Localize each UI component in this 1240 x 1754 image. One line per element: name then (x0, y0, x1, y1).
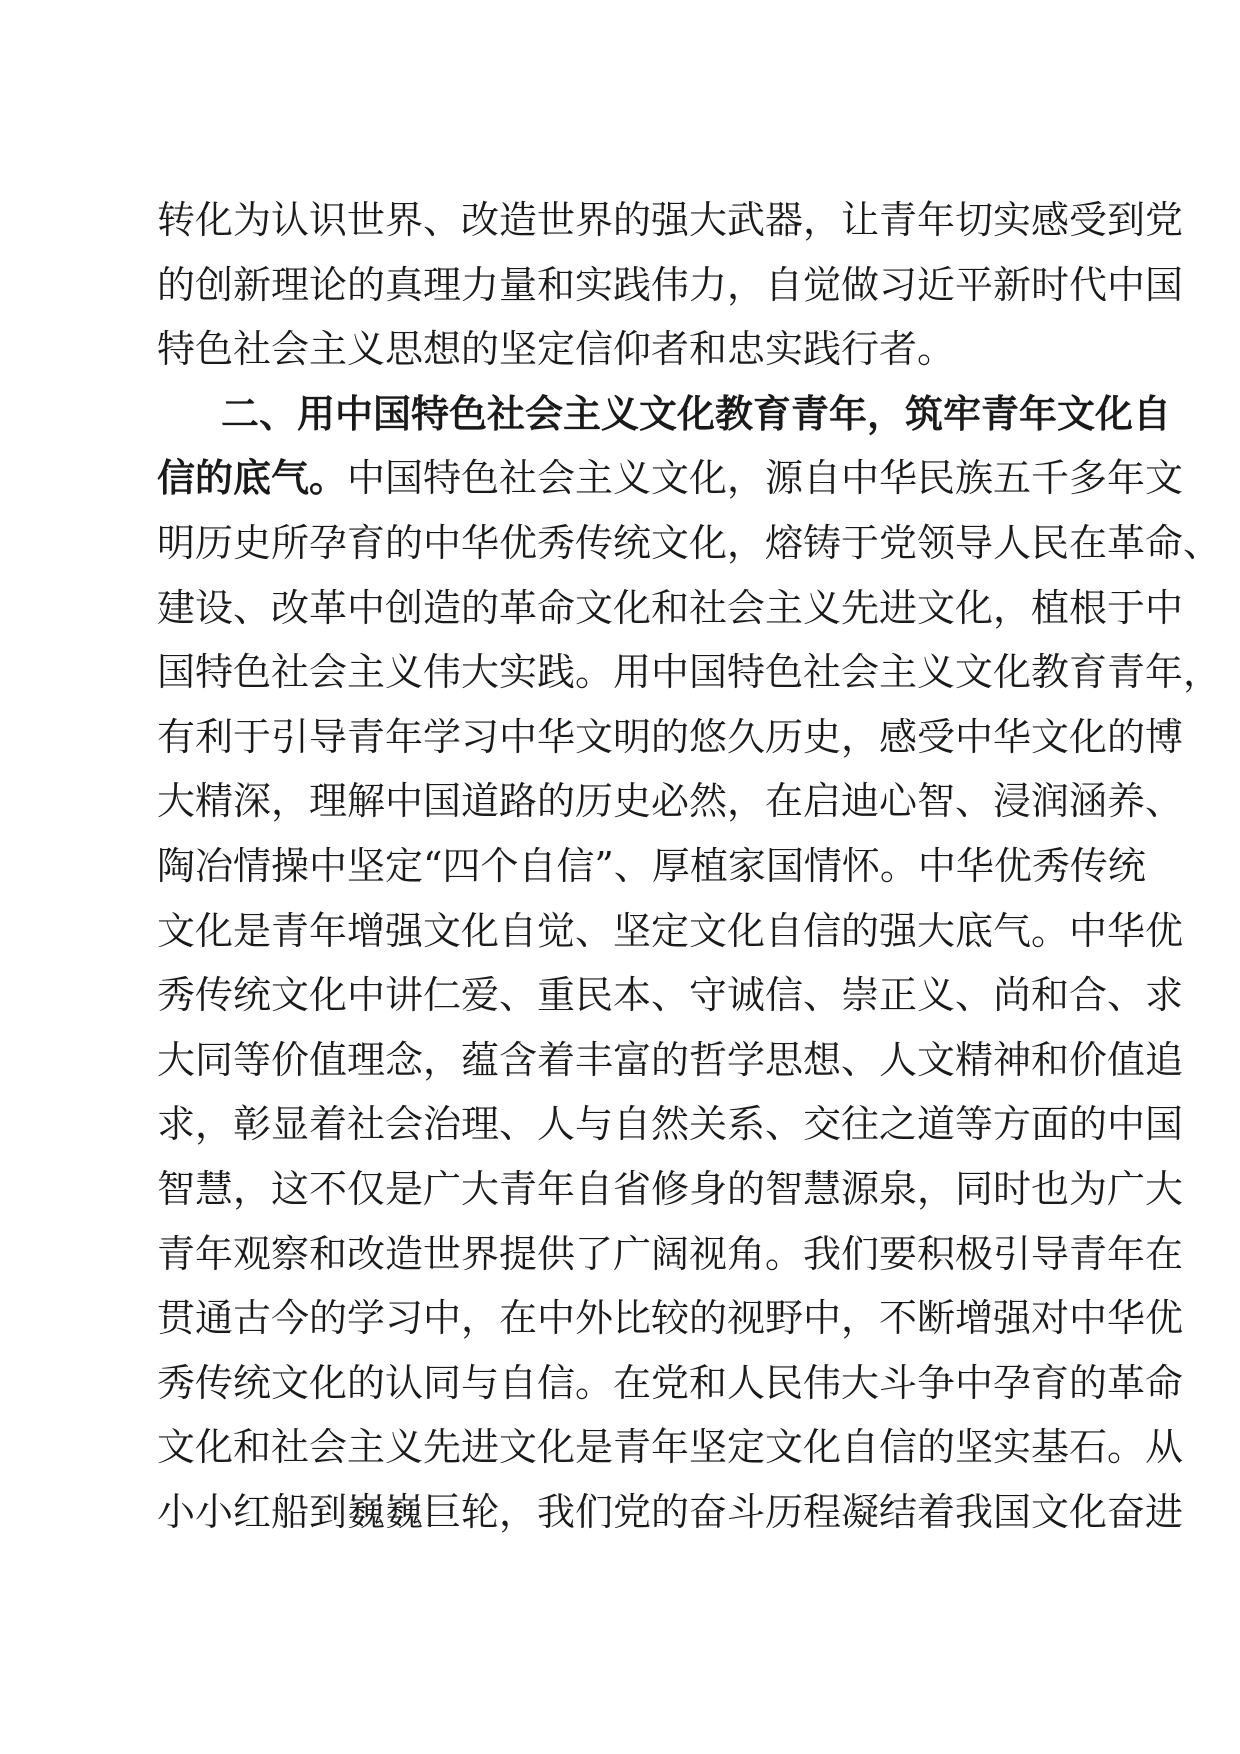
body-text: 中国特色社会主义文化，源自中华民族五千多年文 (347, 456, 1184, 501)
body-line: 秀传统文化中讲仁爱、重民本、守诚信、崇正义、尚和合、求 (157, 973, 1184, 1018)
body-line: 特色社会主义思想的坚定信仰者和忠实践行者。 (157, 327, 956, 372)
body-line: 转化为认识世界、改造世界的强大武器，让青年切实感受到党 (157, 198, 1184, 242)
body-line: 建设、改革中创造的革命文化和社会主义先进文化，植根于中 (157, 585, 1184, 630)
body-line: 大精深，理解中国道路的历史必然，在启迪心智、浸润涵养、 (157, 779, 1184, 824)
section-heading-end: 信的底气。 (157, 456, 348, 501)
body-line: 智慧，这不仅是广大青年自省修身的智慧源泉，同时也为广大 (157, 1166, 1184, 1211)
body-line: 陶冶情操中坚定“四个自信”、厚植家国情怀。中华优秀传统 (157, 843, 1146, 888)
section-heading-continuation (157, 446, 1184, 511)
body-line: 有利于引导青年学习中华文明的悠久历史，感受中华文化的博 (157, 714, 1184, 759)
body-line: 贯通古今的学习中，在中外比较的视野中，不断增强对中华优 (157, 1296, 1184, 1341)
document-body (157, 188, 1222, 1544)
body-line: 的创新理论的真理力量和实践伟力，自觉做习近平新时代中国 (157, 262, 1184, 307)
body-line: 文化是青年增强文化自觉、坚定文化自信的强大底气。中华优 (157, 908, 1184, 953)
body-line: 文化和社会主义先进文化是青年坚定文化自信的坚实基石。从 (157, 1425, 1184, 1470)
body-line: 大同等价值理念，蕴含着丰富的哲学思想、人文精神和价值追 (157, 1037, 1184, 1082)
body-line: 小小红船到巍巍巨轮，我们党的奋斗历程凝结着我国文化奋进 (157, 1489, 1184, 1534)
body-line: 国特色社会主义伟大实践。用中国特色社会主义文化教育青年， (157, 650, 1222, 695)
body-line: 明历史所孕育的中华优秀传统文化，熔铸于党领导人民在革命、 (157, 520, 1222, 565)
section-heading: 二、用中国特色社会主义文化教育青年，筑牢青年文化自 (221, 391, 1172, 436)
body-line: 求，彰显着社会治理、人与自然关系、交往之道等方面的中国 (157, 1102, 1184, 1147)
body-line: 青年观察和改造世界提供了广阔视角。我们要积极引导青年在 (157, 1231, 1184, 1276)
body-line: 秀传统文化的认同与自信。在党和人民伟大斗争中孕育的革命 (157, 1360, 1184, 1405)
